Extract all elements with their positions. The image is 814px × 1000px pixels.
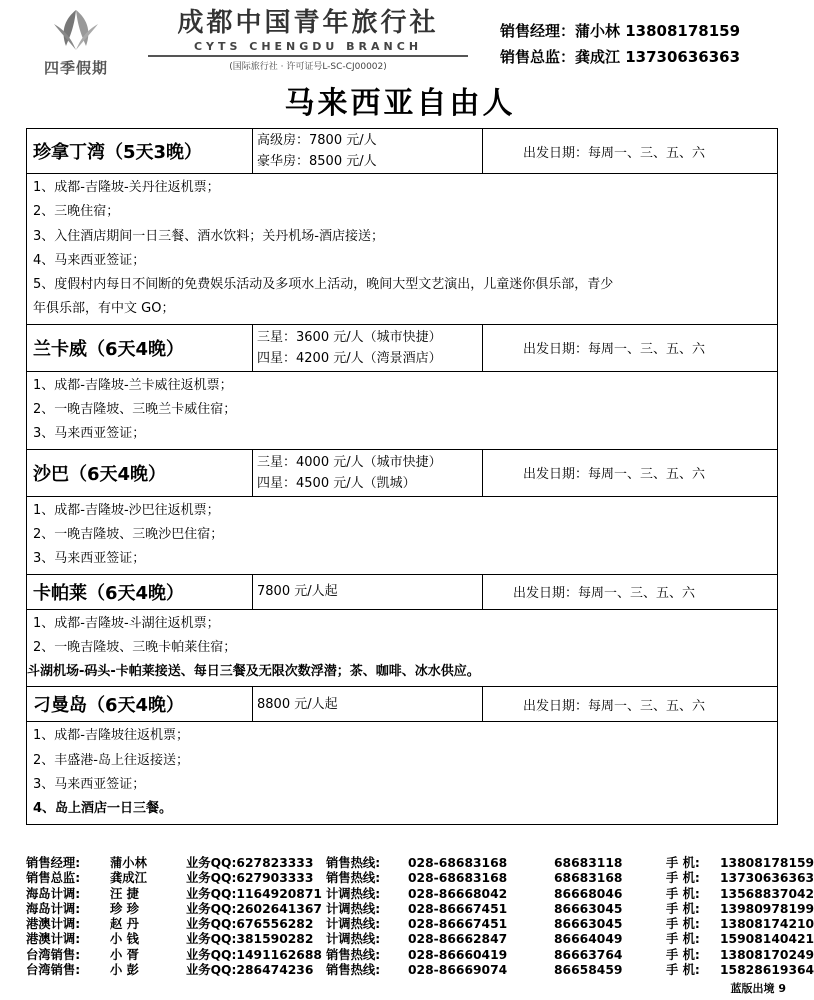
hotline-number: 028-86668042	[408, 886, 508, 901]
price-line: 8800 元/人起	[257, 696, 338, 712]
staff-qq: 业务QQ:627823333	[186, 856, 314, 870]
package-header	[27, 450, 777, 497]
header-contacts	[500, 18, 740, 70]
departure-dates: 出发日期：每周一、三、五、六	[523, 342, 706, 358]
hotline-number-2: 86664049	[554, 932, 623, 947]
price-line: 四星：4200 元/人（湾景酒店）	[257, 350, 442, 366]
staff-qq: 业务QQ:627903333	[186, 871, 314, 886]
price-line: 豪华房：8500 元/人	[257, 154, 377, 169]
staff-role: 台湾销售:	[26, 963, 81, 978]
staff-name: 小 胥	[110, 947, 139, 962]
package-inclusions	[27, 497, 777, 575]
package-prices	[253, 575, 483, 609]
staff-qq: 业务QQ:1164920871	[186, 886, 322, 901]
staff-name: 蒲小林	[110, 856, 147, 870]
hotline-label: 销售热线:	[326, 871, 381, 886]
hotline-number-2: 86658459	[554, 963, 623, 978]
staff-qq: 业务QQ:286474236	[186, 963, 314, 978]
package-prices	[253, 129, 483, 173]
mobile-label: 手 机:	[666, 947, 700, 962]
page-header	[0, 0, 800, 82]
staff-contact-list	[26, 856, 814, 978]
mobile-number: 13980978199	[720, 901, 814, 916]
staff-name: 小 彭	[110, 963, 139, 978]
mobile-number: 15908140421	[720, 932, 814, 947]
hotline-label: 计调热线:	[326, 901, 381, 916]
price-line: 四星：4500 元/人（凯城）	[257, 475, 416, 491]
agency-block	[138, 8, 478, 72]
package-inclusions	[27, 722, 777, 823]
hotline-number-2: 86663045	[554, 901, 623, 916]
list-item: 3、马来西亚签证；	[33, 426, 146, 442]
hotline-number-2: 86663045	[554, 917, 623, 932]
staff-role: 海岛计调:	[26, 901, 81, 916]
staff-qq: 业务QQ:676556282	[186, 917, 314, 932]
package-name: 卡帕莱（6天4晚）	[27, 575, 253, 609]
list-item: 3、入住酒店期间一日三餐、酒水饮料；关丹机场-酒店接送；	[33, 228, 384, 244]
packages-table	[26, 128, 778, 825]
page-title: 马来西亚自由人	[284, 86, 516, 121]
hotline-number: 028-86662847	[408, 932, 508, 947]
staff-row	[26, 856, 814, 871]
hotline-number: 028-86667451	[408, 901, 508, 916]
package-header	[27, 325, 777, 372]
staff-name: 小 钱	[110, 932, 139, 947]
hotline-label: 销售热线:	[326, 856, 381, 870]
package-header	[27, 129, 777, 174]
hotline-label: 计调热线:	[326, 917, 381, 932]
staff-role: 海岛计调:	[26, 886, 81, 901]
price-line: 7800 元/人起	[257, 584, 338, 600]
list-item: 年俱乐部，有中文 GO；	[33, 301, 175, 317]
staff-name: 珍 珍	[110, 901, 139, 916]
list-item: 2、三晚住宿；	[33, 204, 120, 220]
hotline-number-2: 68683118	[554, 856, 623, 870]
mobile-number: 13568837042	[720, 886, 814, 901]
staff-qq: 业务QQ:1491162688	[186, 947, 322, 962]
staff-name: 赵 丹	[110, 917, 139, 932]
staff-name: 汪 捷	[110, 886, 139, 901]
package-inclusions	[27, 174, 777, 325]
mobile-number: 13808170249	[720, 947, 814, 962]
staff-row	[26, 917, 814, 932]
flower-logo-icon	[46, 6, 106, 54]
page-footer: 蓝版出境 9	[730, 982, 786, 995]
license-number: (国际旅行社 · 许可证号L-SC-CJ00002)	[229, 62, 387, 72]
sales-director-contact: 销售总监：龚成江 13730636363	[500, 48, 741, 66]
list-item: 4、岛上酒店一日三餐。	[33, 801, 173, 817]
hotline-label: 销售热线:	[326, 947, 381, 962]
staff-row	[26, 871, 814, 886]
mobile-label: 手 机:	[666, 963, 700, 978]
price-line: 三星：3600 元/人（城市快捷）	[257, 329, 442, 345]
hotline-label: 计调热线:	[326, 932, 381, 947]
mobile-number: 13730636363	[720, 871, 814, 886]
staff-row	[26, 886, 814, 902]
hotline-number: 028-86669074	[408, 963, 508, 978]
package-inclusions	[27, 610, 777, 688]
price-line: 三星：4000 元/人（城市快捷）	[257, 454, 442, 470]
departure-dates: 出发日期：每周一、三、五、六	[513, 586, 696, 602]
list-item: 1、成都-吉隆坡往返机票；	[33, 728, 189, 744]
package-name: 刁曼岛（6天4晚）	[27, 687, 253, 721]
mobile-number: 15828619364	[720, 963, 814, 978]
hotline-number-2: 86668046	[554, 886, 623, 901]
sales-manager-contact: 销售经理：蒲小林 13808178159	[500, 22, 741, 40]
hotline-number: 028-86667451	[408, 917, 508, 932]
list-item: 2、丰盛港-岛上往返接送；	[33, 752, 189, 768]
departure-dates: 出发日期：每周一、三、五、六	[523, 698, 706, 714]
hotline-number: 028-68683168	[408, 856, 508, 870]
staff-row	[26, 947, 814, 963]
agency-english-name: CYTS CHENGDU BRANCH	[193, 40, 423, 53]
hotline-label: 计调热线:	[326, 886, 381, 901]
package-header	[27, 575, 777, 610]
list-item: 2、一晚吉隆坡、三晚沙巴住宿；	[33, 526, 224, 542]
package-name: 沙巴（6天4晚）	[27, 450, 253, 496]
hotline-number: 028-86660419	[408, 947, 508, 962]
staff-qq: 业务QQ:381590282	[186, 932, 314, 947]
list-item: 1、成都-吉隆坡-沙巴往返机票；	[33, 502, 220, 518]
list-item: 1、成都-吉隆坡-兰卡威往返机票；	[33, 377, 233, 393]
divider	[148, 55, 468, 57]
list-item: 4、马来西亚签证；	[33, 252, 146, 268]
list-item: 3、马来西亚签证；	[33, 551, 146, 567]
staff-role: 销售总监:	[26, 871, 81, 886]
staff-name: 龚成江	[110, 871, 147, 886]
package-prices	[253, 687, 483, 721]
list-item: 5、度假村内每日不间断的免费娱乐活动及多项水上活动，晚间大型文艺演出，儿童迷你俱乐部，青少	[33, 277, 614, 293]
package-inclusions	[27, 372, 777, 450]
departure-dates: 出发日期：每周一、三、五、六	[523, 145, 706, 161]
package-name: 兰卡威（6天4晚）	[27, 325, 253, 371]
logo-text: 四季假期	[43, 59, 108, 77]
list-item: 1、成都-吉隆坡-斗湖往返机票；	[33, 615, 220, 631]
staff-row	[26, 901, 814, 917]
mobile-label: 手 机:	[666, 856, 700, 870]
staff-role: 港澳计调:	[26, 917, 81, 932]
staff-row	[26, 932, 814, 947]
price-line: 高级房：7800 元/人	[257, 133, 377, 148]
list-item: 斗湖机场-码头-卡帕莱接送、每日三餐及无限次数浮潜；茶、咖啡、冰水供应。	[27, 664, 480, 680]
mobile-label: 手 机:	[666, 917, 700, 932]
package-prices	[253, 450, 483, 496]
list-item: 2、一晚吉隆坡、三晚卡帕莱住宿；	[33, 639, 237, 655]
departure-dates: 出发日期：每周一、三、五、六	[523, 467, 706, 483]
list-item: 2、一晚吉隆坡、三晚兰卡威住宿；	[33, 402, 237, 418]
hotline-label: 销售热线:	[326, 963, 381, 978]
list-item: 1、成都-吉隆坡-关丹往返机票；	[33, 180, 220, 195]
mobile-label: 手 机:	[666, 901, 700, 916]
hotline-number-2: 68683168	[554, 871, 623, 886]
list-item: 3、马来西亚签证；	[33, 777, 146, 793]
staff-role: 台湾销售:	[26, 947, 81, 962]
package-prices	[253, 325, 483, 371]
mobile-label: 手 机:	[666, 932, 700, 947]
staff-qq: 业务QQ:2602641367	[186, 901, 322, 916]
hotline-number: 028-68683168	[408, 871, 508, 886]
staff-role: 销售经理:	[26, 856, 81, 870]
agency-name: 成都中国青年旅行社	[177, 8, 439, 38]
package-name: 珍拿丁湾（5天3晚）	[27, 129, 253, 173]
package-header	[27, 687, 777, 722]
mobile-number: 13808178159	[720, 856, 814, 870]
mobile-label: 手 机:	[666, 886, 700, 901]
hotline-number-2: 86663764	[554, 947, 623, 962]
mobile-label: 手 机:	[666, 871, 700, 886]
logo	[24, 6, 128, 78]
mobile-number: 13808174210	[720, 917, 814, 932]
staff-row	[26, 963, 814, 978]
staff-role: 港澳计调:	[26, 932, 81, 947]
